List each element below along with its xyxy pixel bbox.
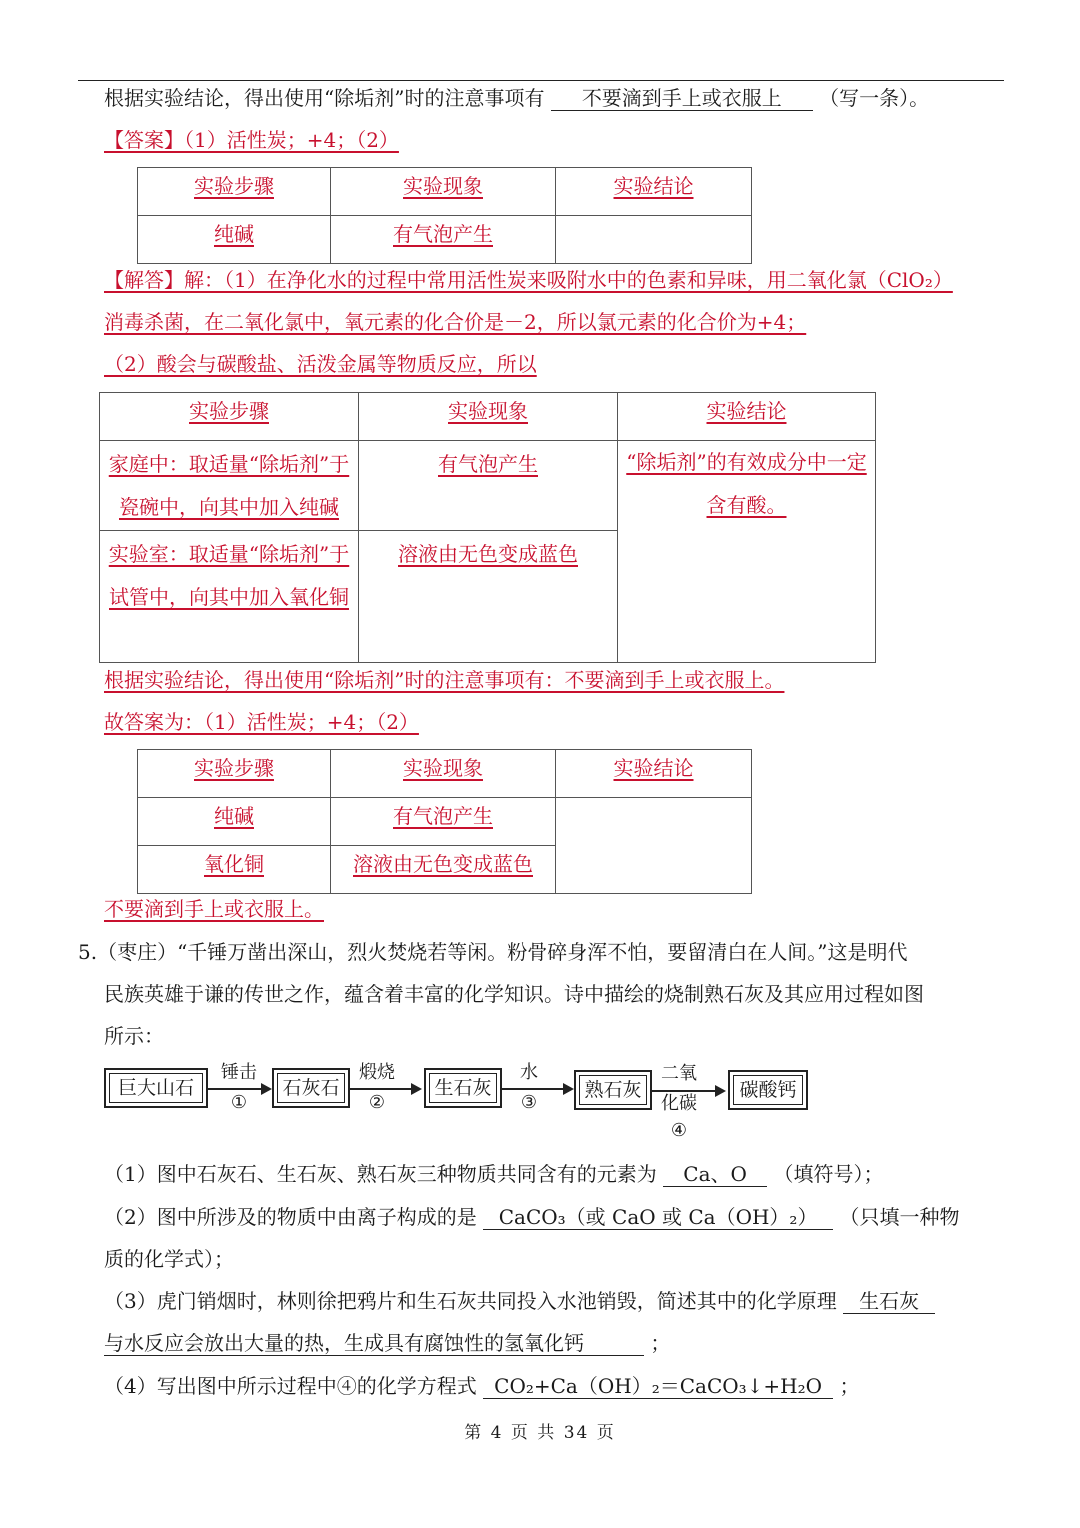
flow-arrow-2	[350, 1088, 420, 1090]
flow-num-3: ③	[520, 1092, 538, 1113]
final-row1-step: 纯碱	[138, 798, 331, 846]
q5-sub3-answer-a: 生石灰	[843, 1289, 935, 1314]
q5-sub1: （1）图中石灰石、生石灰、熟石灰三种物质共同含有的元素为 Ca、O （填符号）；	[104, 1162, 884, 1186]
answer-header-phenomenon: 实验现象	[331, 168, 556, 216]
flow-arrow-4	[652, 1090, 724, 1092]
q5-sub2-line2: 质的化学式）；	[104, 1247, 234, 1271]
flow-num-2: ②	[368, 1092, 386, 1113]
final-row2-step: 氧化铜	[138, 846, 331, 894]
solution-header-conclusion: 实验结论	[618, 393, 876, 441]
q5-line-2: 民族英雄于谦的传世之作，蕴含着丰富的化学知识。诗中描绘的烧制熟石灰及其应用过程如图	[104, 982, 924, 1006]
final-row2-phenomenon: 溶液由无色变成蓝色	[331, 846, 556, 894]
flow-label-1: 锤击	[221, 1062, 257, 1083]
q5-sub2-answer: CaCO₃（或 CaO 或 Ca（OH）₂）	[483, 1205, 833, 1230]
final-header-conclusion: 实验结论	[556, 750, 752, 798]
flow-num-1: ①	[230, 1092, 248, 1113]
answer-label: 【答案】（1）活性炭；+4；（2）	[104, 128, 399, 152]
final-header-phenomenon: 实验现象	[331, 750, 556, 798]
final-conclusion-cell	[556, 798, 752, 894]
flow-label-4-bottom: 化碳	[661, 1093, 697, 1114]
final-row1-phenomenon: 有气泡产生	[331, 798, 556, 846]
q5-sub4: （4）写出图中所示过程中④的化学方程式 CO₂+Ca（OH）₂＝CaCO₃↓+H₂O ；	[104, 1374, 860, 1398]
solution-conclusion: “除垢剂”的有效成分中一定含有酸。	[626, 450, 867, 517]
flow-box-calcium-carbonate: 碳酸钙	[728, 1070, 808, 1110]
q5-sub2: （2）图中所涉及的物质中由离子构成的是 CaCO₃（或 CaO 或 Ca（OH）₂） （只填一种物	[104, 1205, 960, 1229]
solution-line-2: 消毒杀菌，在二氧化氯中，氧元素的化合价是－2，所以氯元素的化合价为+4；	[104, 310, 807, 334]
answer-table	[137, 167, 752, 264]
page-footer: 第 4 页 共 34 页	[464, 1423, 616, 1443]
intro-blank: 不要滴到手上或衣服上	[551, 86, 813, 111]
flow-arrow-3	[502, 1088, 572, 1090]
solution-header-phenomenon: 实验现象	[359, 393, 618, 441]
answer-cell-step: 纯碱	[138, 216, 331, 264]
solution-note: 根据实验结论，得出使用“除垢剂”时的注意事项有：不要滴到手上或衣服上。	[104, 668, 785, 692]
final-table	[137, 749, 752, 894]
q5-sub3-answer-b: 与水反应会放出大量的热，生成具有腐蚀性的氢氧化钙	[104, 1331, 644, 1356]
flow-label-4-top: 二氧	[661, 1063, 697, 1084]
answer-cell-conclusion	[556, 216, 752, 264]
flow-box-slaked-lime: 熟石灰	[574, 1070, 652, 1110]
q5-line-1: 5.（枣庄）“千锤万凿出深山，烈火焚烧若等闲。粉骨碎身浑不怕，要留清白在人间。”这是明代	[78, 940, 908, 964]
flow-num-4: ④	[670, 1120, 688, 1141]
final-note: 不要滴到手上或衣服上。	[104, 897, 324, 921]
final-answer-label: 故答案为：（1）活性炭；+4；（2）	[104, 710, 419, 734]
flow-box-quicklime: 生石灰	[424, 1068, 502, 1108]
q5-sub3: （3）虎门销烟时，林则徐把鸦片和生石灰共同投入水池销毁，简述其中的化学原理 生石灰	[104, 1289, 935, 1314]
q5-sub1-answer: Ca、O	[663, 1162, 767, 1187]
q5-sub3-line2: 与水反应会放出大量的热，生成具有腐蚀性的氢氧化钙 ；	[104, 1331, 671, 1355]
q5-sub4-answer: CO₂+Ca（OH）₂＝CaCO₃↓+H₂O	[483, 1374, 833, 1399]
final-header-step: 实验步骤	[138, 750, 331, 798]
solution-header-step: 实验步骤	[100, 393, 359, 441]
solution-row1-step: 家庭中：取适量“除垢剂”于瓷碗中，向其中加入纯碱	[108, 452, 350, 519]
answer-cell-phenomenon: 有气泡产生	[331, 216, 556, 264]
flow-label-3: 水	[520, 1062, 538, 1083]
solution-table	[99, 392, 876, 663]
flow-box-mountain-rock: 巨大山石	[104, 1068, 208, 1108]
solution-line-3: （2）酸会与碳酸盐、活泼金属等物质反应，所以	[104, 352, 537, 376]
flow-arrow-1	[208, 1088, 270, 1090]
answer-header-step: 实验步骤	[138, 168, 331, 216]
intro-line: 根据实验结论，得出使用“除垢剂”时的注意事项有 不要滴到手上或衣服上 （写一条）。	[104, 86, 930, 110]
flow-label-2: 煅烧	[359, 1062, 395, 1083]
q5-line-3: 所示：	[104, 1024, 164, 1048]
top-rule	[78, 80, 1004, 81]
answer-header-conclusion: 实验结论	[556, 168, 752, 216]
solution-row1-phenomenon: 有气泡产生	[438, 452, 538, 476]
solution-row2-step: 实验室：取适量“除垢剂”于试管中，向其中加入氧化铜	[108, 542, 350, 609]
solution-line-1: 【解答】解：（1）在净化水的过程中常用活性炭来吸附水中的色素和异味，用二氧化氯（ClO₂）	[104, 268, 953, 292]
solution-row2-phenomenon: 溶液由无色变成蓝色	[398, 542, 578, 566]
flow-box-limestone: 石灰石	[272, 1068, 350, 1108]
